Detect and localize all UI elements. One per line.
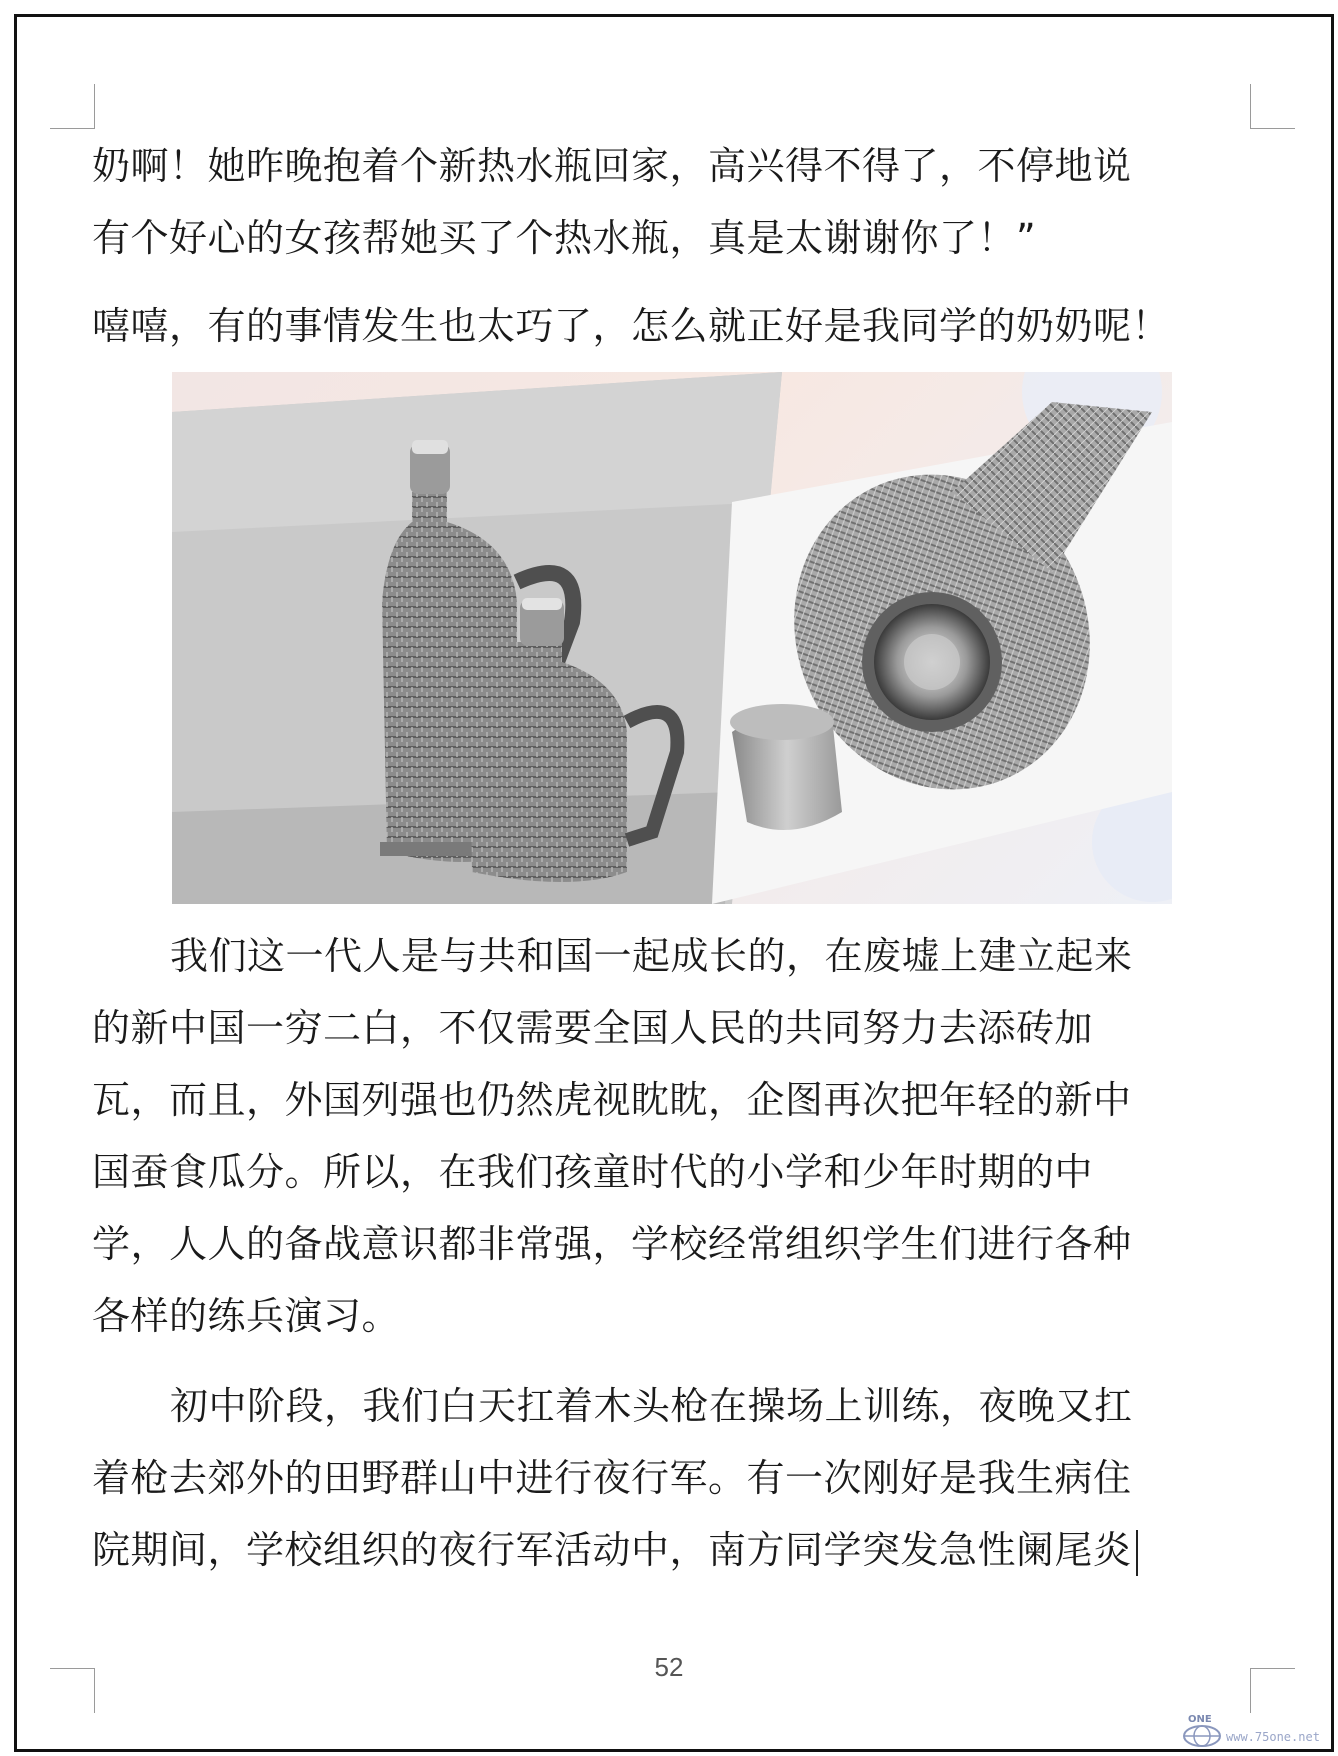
site-watermark (1180, 1712, 1330, 1748)
text-line: 有个好心的女孩帮她买了个热水瓶，真是太谢谢你了！” (92, 216, 1037, 260)
paragraph-night-march (92, 1370, 1242, 1586)
paragraph-continuation (92, 130, 1242, 274)
text-line: 着枪去郊外的田野群山中进行夜行军。有一次刚好是我生病住 (92, 1456, 1132, 1500)
text-line: 初中阶段，我们白天扛着木头枪在操场上训练，夜晚又扛 (170, 1384, 1133, 1428)
watermark-logo-text: ONE (1188, 1714, 1212, 1725)
paragraph-coincidence (92, 290, 1242, 362)
watermark-site-text: www.75one.net (1226, 1730, 1320, 1744)
text-line: 的新中国一穷二白，不仅需要全国人民的共同努力去添砖加 (92, 1006, 1094, 1050)
text-line: 院期间，学校组织的夜行军活动中，南方同学突发急性阑尾炎 (92, 1528, 1132, 1572)
globe-logo-icon (1180, 1712, 1224, 1748)
crop-mark-top-right (1250, 84, 1295, 129)
text-line: 我们这一代人是与共和国一起成长的，在废墟上建立起来 (170, 934, 1133, 978)
text-line: 嘻嘻，有的事情发生也太巧了，怎么就正好是我同学的奶奶呢！ (92, 304, 1171, 348)
page-number: 52 (654, 1652, 684, 1682)
text-line: 各样的练兵演习。 (92, 1294, 401, 1338)
crop-mark-top-left (50, 84, 95, 129)
thermos-photo (172, 372, 1172, 904)
text-line: 奶啊！她昨晚抱着个新热水瓶回家，高兴得不得了，不停地说 (92, 144, 1132, 188)
text-line: 国蚕食瓜分。所以，在我们孩童时代的小学和少年时期的中 (92, 1150, 1094, 1194)
text-line-with-cursor[interactable] (92, 1514, 1242, 1586)
text-line: 瓦，而且，外国列强也仍然虎视眈眈，企图再次把年轻的新中 (92, 1078, 1132, 1122)
text-cursor (1136, 1530, 1138, 1576)
paragraph-generation (92, 920, 1242, 1352)
text-line: 学，人人的备战意识都非常强，学校经常组织学生们进行各种 (92, 1222, 1132, 1266)
